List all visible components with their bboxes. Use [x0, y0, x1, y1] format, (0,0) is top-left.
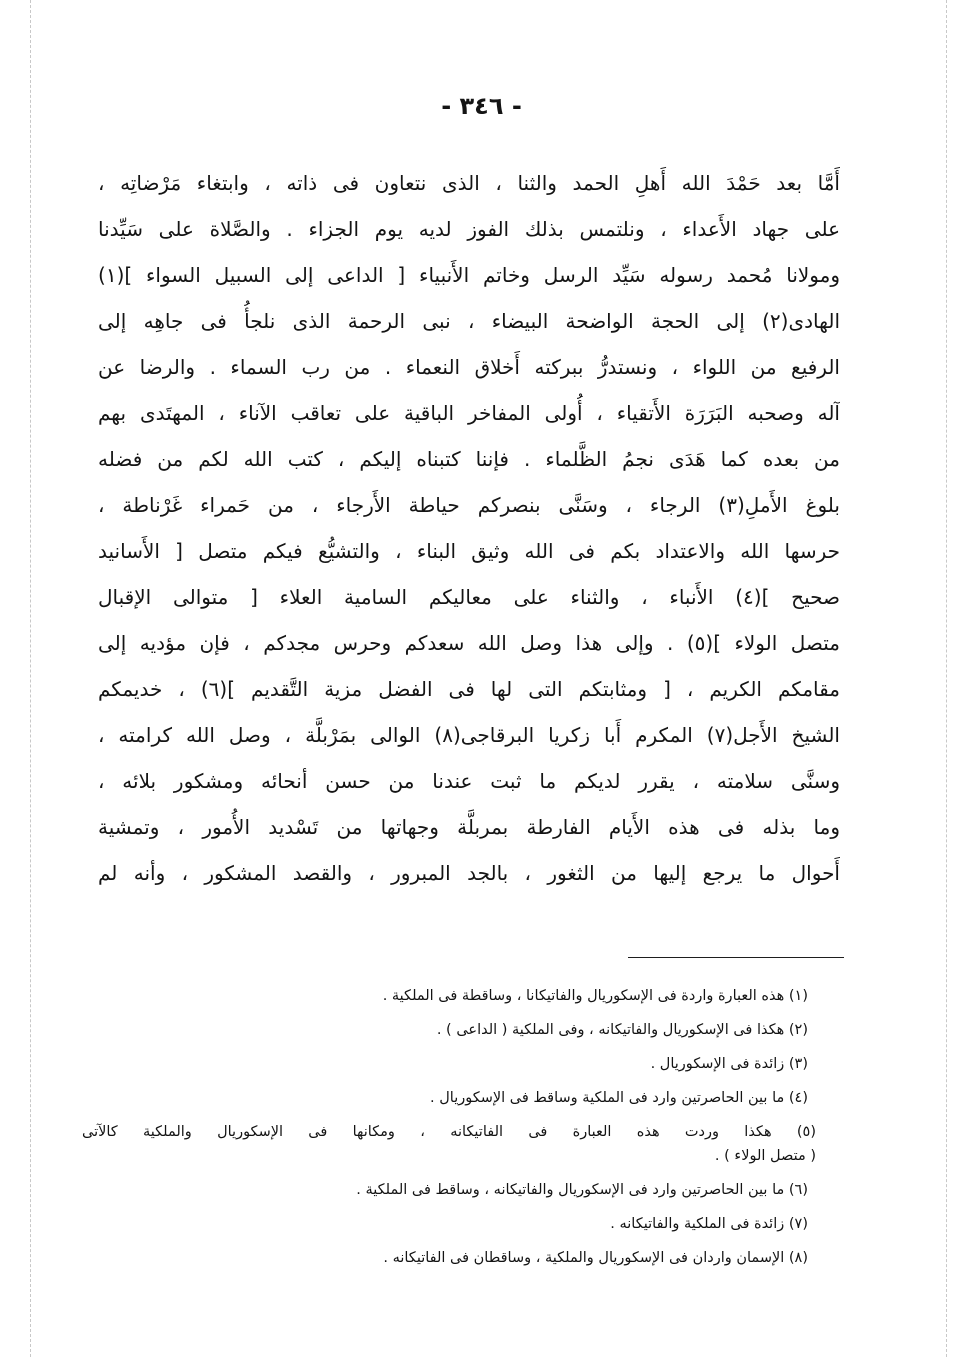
- footnote-5-continuation: ( متصل الولاء ) .: [714, 1148, 816, 1164]
- footnote-2: (٢) هكذا فى الإسكوريال والفاتيكانه ، وفى الملكية ( الداعى ) .: [436, 1022, 808, 1038]
- scan-edge-right: [946, 0, 947, 1357]
- footnote-1: (١) هذه العبارة واردة فى الإسكوريال والفاتيكانا ، وساقطة فى الملكية .: [382, 988, 808, 1004]
- text-line: الشيخ الأَجل(٧) المكرم أَبا زكريا البرقاجى(٨) الوالى بمَرْبلَّة ، وصل الله كرامته ،: [98, 723, 840, 747]
- text-line: من بعده كما هَدَى نجمُ الظَّلماء . فإننا كتبناه إليكم ، كتب الله لكم من فضله: [98, 447, 840, 471]
- text-line: على جهاد الأَعداء ، ونلتمس بذلك الفوز لديه يوم الجزاء . والصَّلاة على سَيِّدنا: [98, 217, 840, 241]
- page-number: - ٣٤٦ -: [441, 92, 522, 120]
- text-line: وما بذله فى هذه الأَيام الفارطة بمربلَّة وجهاتها من تَسْديد الأُمور ، وتمشية: [98, 815, 840, 839]
- text-line: الهادى(٢) إلى الحجة الواضحة البيضاء ، نبى الرحمة الذى نلجأُ فى جاهِه إلى: [98, 309, 840, 333]
- text-line: بلوغ الأَملِ(٣) الرجاء ، وسَنَّى بنصركم حياطة الأَرجاء ، من حَمراء غَرْناطة ،: [98, 493, 840, 517]
- text-line: ومولانا مُحمد رسوله سَيِّد الرسل وخاتم الأَنبياء [ الداعى إلى السبيل السواء ](١): [98, 263, 840, 287]
- text-line: مقامكم الكريم ، [ ومثابتكم التى لها فى الفضل مزية التَّقديم ](٦) ، خديمكم: [98, 677, 840, 701]
- text-line: حرسها الله والاعتداد بكم فى الله وثيق البناء ، والتشيُّع فيكم متصل [ الأَسانيد: [98, 539, 840, 563]
- footnote-separator: [628, 957, 844, 958]
- text-line: وسنَّى سلامته ، يقرر لديكم ما ثبت عندنا من حسن أنحائه ومشكور بلائه ،: [98, 769, 840, 793]
- text-line: أَمَّا بعد حَمْدَ الله أَهلِ الحمد والثنا ، الذى نتعاون فى ذاته ، وابتغاء مَرْضاتِه ،: [98, 171, 840, 195]
- footnote-8: (٨) الإسمان واردان فى الإسكوريال والملكية ، وساقطان فى الفاتيكانه .: [383, 1250, 808, 1266]
- footnote-5: (٥) هكذا وردت هذه العبارة فى الفاتيكانه ، ومكانها فى الإسكوريال والملكية كالآتى: [82, 1124, 816, 1140]
- text-line: أَحوال ما يرجع إليها من الثغور ، بالجد المبرور ، والقصد المشكور ، وأنه لم: [98, 861, 840, 885]
- footnote-6: (٦) ما بين الحاصرتين وارد فى الإسكوريال والفاتيكانه ، وساقط فى الملكية .: [356, 1182, 808, 1198]
- footnote-3: (٣) زائدة فى الإسكوريال .: [650, 1056, 808, 1072]
- text-line: متصل الولاء ](٥) . وإلى هذا وصل الله سعدكم وحرس مجدكم ، فإن مؤديه إلى: [98, 631, 840, 655]
- footnotes: [82, 979, 816, 1275]
- main-text: [98, 160, 840, 896]
- footnote-7: (٧) زائدة فى الملكية والفاتيكانه .: [610, 1216, 808, 1232]
- footnote-4: (٤) ما بين الحاصرتين وارد فى الملكية وساقط فى الإسكوريال .: [430, 1090, 808, 1106]
- text-line: الرفيع من اللواء ، ونستدرُّ ببركته أَخلاق النعماء . من رب السماء . والرضا عن: [98, 355, 840, 379]
- text-line: آله وصحبه البَرَرَة الأَتقياء ، أُولى المفاخر الباقية على تعاقب الآناء ، المهتَدى بهم: [98, 401, 840, 425]
- text-line: صحيح ](٤) الأَنباء ، والثناء على معاليكم السامية العلاء [ متوالى الإقبال: [98, 585, 840, 609]
- scan-edge-left: [30, 0, 31, 1357]
